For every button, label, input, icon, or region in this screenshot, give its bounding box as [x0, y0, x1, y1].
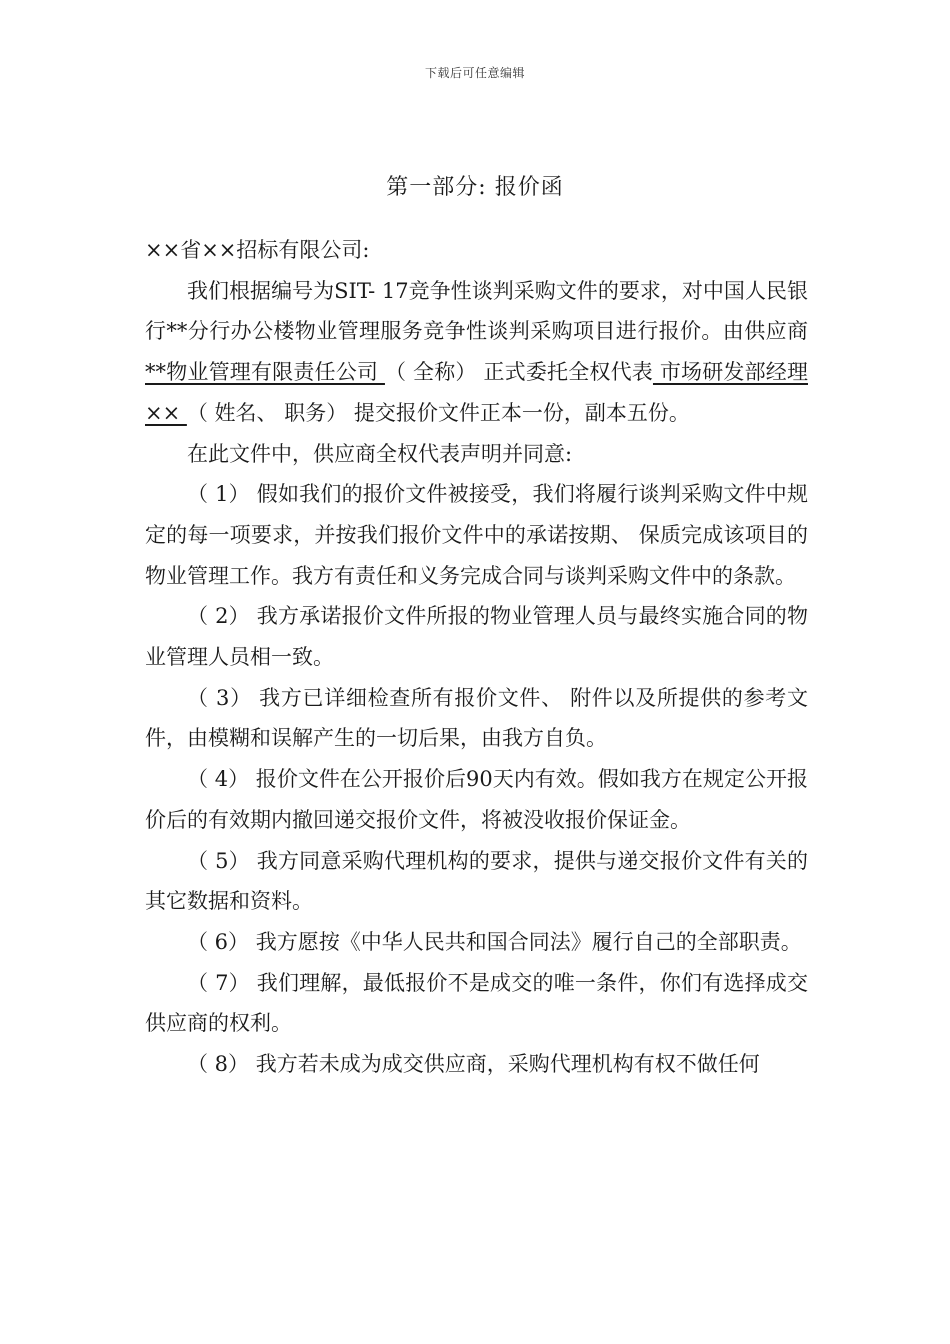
document-body	[145, 230, 808, 1085]
paragraph-intro	[145, 271, 808, 434]
intro-lead-text: 我们根据编号为SIT- 17竞争性谈判采购文件的要求，对中国人民银行**分行办公楼物业管理服务竞争性谈判采购项目进行报价。由供应商	[145, 278, 808, 344]
intro-tail-text: （ 姓名、 职务） 提交报价文件正本一份，副本五份。	[186, 400, 690, 425]
list-item: （ 2） 我方承诺报价文件所报的物业管理人员与最终实施合同的物业管理人员相一致。	[145, 604, 808, 670]
intro-mid-text: （ 全称） 正式委托全权代表	[384, 360, 653, 385]
list-item: （ 4） 报价文件在公开报价后90天内有效。假如我方在规定公开报价后的有效期内撤回递交报价文件，将被没收报价保证金。	[145, 767, 808, 832]
paragraph-declaration: 在此文件中，供应商全权代表声明并同意:	[187, 441, 573, 466]
list-item: （ 7） 我们理解，最低报价不是成交的唯一条件，你们有选择成交供应商的权利。	[145, 970, 808, 1036]
list-item: （ 5） 我方同意采购代理机构的要求，提供与递交报价文件有关的其它数据和资料。	[145, 848, 808, 914]
list-item: （ 8） 我方若未成为成交供应商，采购代理机构有权不做任何	[187, 1052, 760, 1077]
representative-field: 市场研发部经理 ××	[145, 360, 808, 425]
page-title: 第一部分: 报价函	[386, 175, 564, 200]
list-item: （ 3） 我方已详细检查所有报价文件、 附件以及所提供的参考文件，由模糊和误解产生的一切后果，由我方自负。	[145, 685, 808, 751]
supplier-name-field: **物业管理有限责任公司	[145, 360, 385, 385]
header-note: 下载后可任意编辑	[424, 66, 525, 80]
list-item: （ 6） 我方愿按《中华人民共和国合同法》履行自己的全部职责。	[187, 929, 802, 954]
list-item: （ 1） 假如我们的报价文件被接受，我们将履行谈判采购文件中规定的每一项要求，并按我们报价文件中的承诺按期、 保质完成该项目的物业管理工作。我方有责任和义务完成合同与谈判采购文件中的条款。	[145, 482, 808, 588]
addressee: ××省××招标有限公司:	[145, 238, 370, 262]
